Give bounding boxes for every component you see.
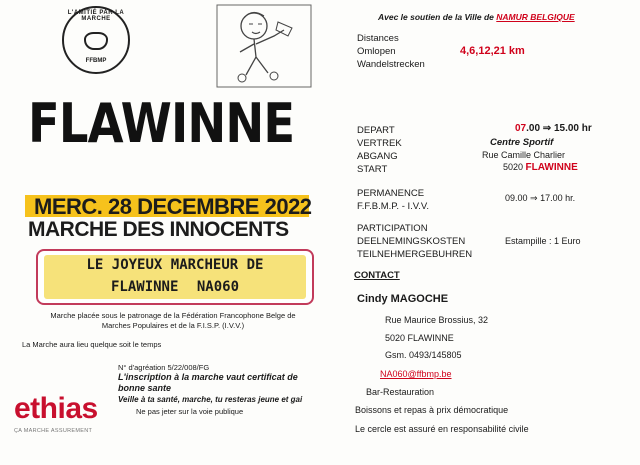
participation-price: Estampille : 1 Euro <box>505 236 581 246</box>
drinks-note: Boissons et repas à prix démocratique <box>355 405 509 415</box>
contact-name: Cindy MAGOCHE <box>357 293 449 305</box>
insurance-note: Le cercle est assuré en responsabilité civile <box>355 424 529 434</box>
city-support: Avec le soutien de la Ville de NAMUR BELGIQUE <box>378 12 575 22</box>
event-name: MARCHE DES INNOCENTS <box>28 218 289 241</box>
venue-name: Centre Sportif <box>490 137 554 148</box>
contact-street: Rue Maurice Brossius, 32 <box>385 315 489 325</box>
club-logo <box>62 6 130 74</box>
permanence-labels: PERMANENCE F.F.B.M.P. - I.V.V. <box>357 188 429 212</box>
certificate-note: L'inscription à la marche vaut certificat de bonne sante <box>118 372 298 393</box>
organizer-line1: LE JOYEUX MARCHEUR DE <box>86 257 264 273</box>
participation-labels: PARTICIPATION DEELNEMINGSKOSTEN TEILNEHMERGEBUHREN <box>357 223 473 260</box>
support-city: NAMUR BELGIQUE <box>496 12 575 22</box>
weather-note: La Marche aura lieu quelque soit le temps <box>22 340 162 349</box>
patronage-text: Marche placée sous le patronage de la Fédération Francophone Belge de Marches Populaires et de la F.I.S.P. (I.V.V.) <box>50 311 296 330</box>
agreement-number: N° d'agréation 5/22/008/FG <box>118 363 210 372</box>
contact-heading: CONTACT <box>354 270 400 281</box>
venue-town: 5020 FLAWINNE <box>503 162 578 173</box>
distances-value: 4,6,12,21 km <box>460 45 525 57</box>
depart-labels: DEPART VERTREK ABGANG START <box>357 125 402 175</box>
organizer-line2: FLAWINNE NA060 <box>110 279 240 295</box>
contact-phone: Gsm. 0493/145805 <box>385 350 462 360</box>
event-title: FLAWINNE <box>28 92 295 155</box>
walker-mascot-icon <box>216 4 312 88</box>
club-code: NA060 <box>196 279 240 295</box>
contact-city: 5020 FLAWINNE <box>385 333 454 343</box>
logo-top-text: L'AMITIÉ PAR LA MARCHE <box>67 10 125 22</box>
distances-labels: Distances Omlopen Wandelstrecken <box>357 33 425 70</box>
organizer-box <box>36 249 314 305</box>
health-note: Veille à ta santé, marche, tu resteras jeune et gai <box>118 395 303 404</box>
litter-note: Ne pas jeter sur la voie publique <box>136 407 244 416</box>
event-date: MERC. 28 DECEMBRE 2022 <box>34 194 312 219</box>
bar-note: Bar-Restauration <box>366 387 435 397</box>
contact-email-link[interactable]: NA060@ffbmp.be <box>380 369 452 379</box>
walker-emblem-icon <box>84 32 108 50</box>
sponsor-logo: ethias <box>14 392 98 425</box>
depart-time: 07.00 ⇒ 15.00 hr <box>515 123 592 134</box>
logo-bottom-text: FFBMP <box>85 58 107 64</box>
sponsor-tagline: ÇA MARCHE ASSUREMENT <box>14 428 93 434</box>
permanence-time: 09.00 ⇒ 17.00 hr. <box>505 193 576 203</box>
venue-street: Rue Camille Charlier <box>482 150 566 160</box>
